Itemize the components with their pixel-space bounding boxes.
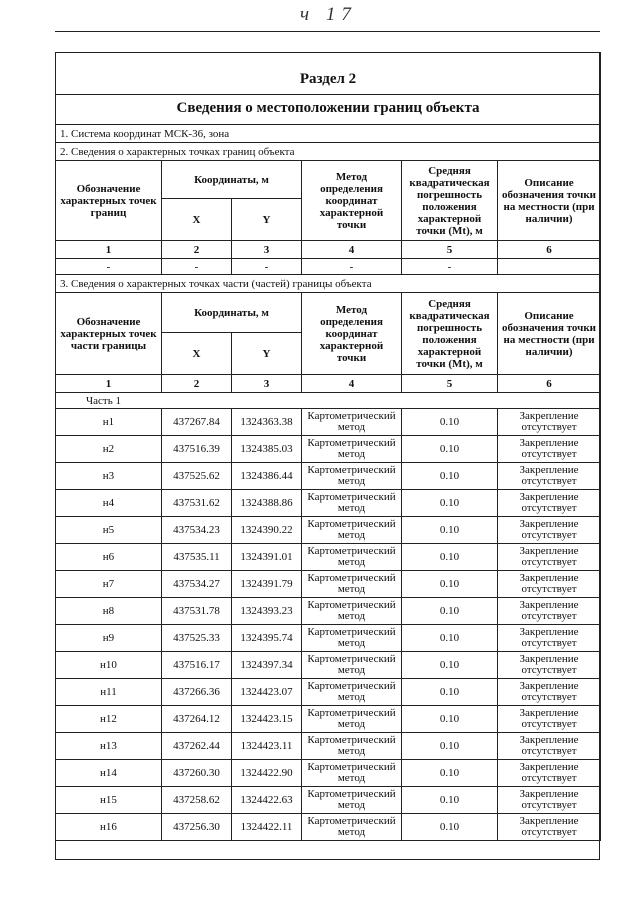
point-name-cell: н9 [56, 625, 162, 652]
t1-empty-cell: - [302, 259, 402, 275]
t1-col-x: X [162, 199, 232, 241]
t1-col-point: Обозначение характерных точек границ [56, 161, 162, 241]
t1-index-cell: 4 [302, 241, 402, 259]
t2-index-row [56, 375, 601, 393]
description-cell: Закрепление отсутствует [498, 463, 601, 490]
x-coordinate-cell: 437531.78 [162, 598, 232, 625]
table-row [56, 517, 601, 544]
t1-empty-cell: - [402, 259, 498, 275]
point-name-cell: н8 [56, 598, 162, 625]
t1-col-y: Y [232, 199, 302, 241]
x-coordinate-cell: 437258.62 [162, 787, 232, 814]
t1-empty-cell [498, 259, 601, 275]
method-cell: Картометрический метод [302, 517, 402, 544]
t1-index-cell: 1 [56, 241, 162, 259]
table-row [56, 814, 601, 841]
method-cell: Картометрический метод [302, 679, 402, 706]
y-coordinate-cell: 1324422.63 [232, 787, 302, 814]
table-row [56, 436, 601, 463]
accuracy-cell: 0.10 [402, 463, 498, 490]
t2-index-cell: 3 [232, 375, 302, 393]
t2-col-method: Метод определения координат характерной точки [302, 293, 402, 375]
x-coordinate-cell: 437516.39 [162, 436, 232, 463]
accuracy-cell: 0.10 [402, 598, 498, 625]
table-row [56, 598, 601, 625]
page-heading: Сведения о местоположении границ объекта [56, 95, 601, 125]
accuracy-cell: 0.10 [402, 787, 498, 814]
t1-empty-cell: - [56, 259, 162, 275]
y-coordinate-cell: 1324423.07 [232, 679, 302, 706]
t1-col-accuracy: Средняя квадратическая погрешность положения характерной точки (Mt), м [402, 161, 498, 241]
table-row [56, 760, 601, 787]
point-name-cell: н13 [56, 733, 162, 760]
y-coordinate-cell: 1324422.90 [232, 760, 302, 787]
top-rule [55, 31, 600, 32]
t2-col-y: Y [232, 333, 302, 375]
x-coordinate-cell: 437266.36 [162, 679, 232, 706]
boundary-table [55, 52, 601, 841]
x-coordinate-cell: 437531.62 [162, 490, 232, 517]
accuracy-cell: 0.10 [402, 733, 498, 760]
x-coordinate-cell: 437264.12 [162, 706, 232, 733]
description-cell: Закрепление отсутствует [498, 787, 601, 814]
method-cell: Картометрический метод [302, 409, 402, 436]
description-cell: Закрепление отсутствует [498, 490, 601, 517]
t2-col-accuracy: Средняя квадратическая погрешность положения характерной точки (Mt), м [402, 293, 498, 375]
description-cell: Закрепление отсутствует [498, 625, 601, 652]
page-number-mark: ч 17 [300, 4, 357, 25]
table-row [56, 706, 601, 733]
y-coordinate-cell: 1324393.23 [232, 598, 302, 625]
point-name-cell: н15 [56, 787, 162, 814]
x-coordinate-cell: 437256.30 [162, 814, 232, 841]
method-cell: Картометрический метод [302, 598, 402, 625]
table-row [56, 733, 601, 760]
point-name-cell: н14 [56, 760, 162, 787]
table-row [56, 463, 601, 490]
t2-index-cell: 4 [302, 375, 402, 393]
point-name-cell: н3 [56, 463, 162, 490]
t2-index-cell: 5 [402, 375, 498, 393]
table-row [56, 490, 601, 517]
t2-index-cell: 1 [56, 375, 162, 393]
method-cell: Картометрический метод [302, 571, 402, 598]
description-cell: Закрепление отсутствует [498, 706, 601, 733]
y-coordinate-cell: 1324386.44 [232, 463, 302, 490]
boundary-table-body [56, 53, 601, 841]
point-name-cell: н7 [56, 571, 162, 598]
t1-col-method: Метод определения координат характерной точки [302, 161, 402, 241]
method-cell: Картометрический метод [302, 787, 402, 814]
y-coordinate-cell: 1324395.74 [232, 625, 302, 652]
point-name-cell: н2 [56, 436, 162, 463]
accuracy-cell: 0.10 [402, 814, 498, 841]
accuracy-cell: 0.10 [402, 544, 498, 571]
y-coordinate-cell: 1324385.03 [232, 436, 302, 463]
description-cell: Закрепление отсутствует [498, 544, 601, 571]
x-coordinate-cell: 437516.17 [162, 652, 232, 679]
method-cell: Картометрический метод [302, 733, 402, 760]
method-cell: Картометрический метод [302, 463, 402, 490]
x-coordinate-cell: 437535.11 [162, 544, 232, 571]
method-cell: Картометрический метод [302, 706, 402, 733]
method-cell: Картометрический метод [302, 490, 402, 517]
accuracy-cell: 0.10 [402, 652, 498, 679]
y-coordinate-cell: 1324390.22 [232, 517, 302, 544]
t2-col-coords: Координаты, м [162, 293, 302, 333]
method-cell: Картометрический метод [302, 544, 402, 571]
description-cell: Закрепление отсутствует [498, 409, 601, 436]
point-name-cell: н4 [56, 490, 162, 517]
x-coordinate-cell: 437260.30 [162, 760, 232, 787]
method-cell: Картометрический метод [302, 436, 402, 463]
t1-index-row [56, 241, 601, 259]
y-coordinate-cell: 1324388.86 [232, 490, 302, 517]
coord-system-line: 1. Система координат МСК-36, зона [56, 125, 601, 143]
accuracy-cell: 0.10 [402, 409, 498, 436]
description-cell: Закрепление отсутствует [498, 814, 601, 841]
t2-col-desc: Описание обозначения точки на местности (при наличии) [498, 293, 601, 375]
description-cell: Закрепление отсутствует [498, 436, 601, 463]
t1-col-coords: Координаты, м [162, 161, 302, 199]
accuracy-cell: 0.10 [402, 571, 498, 598]
y-coordinate-cell: 1324397.34 [232, 652, 302, 679]
y-coordinate-cell: 1324423.11 [232, 733, 302, 760]
accuracy-cell: 0.10 [402, 706, 498, 733]
t2-index-cell: 6 [498, 375, 601, 393]
table-row [56, 409, 601, 436]
point-name-cell: н16 [56, 814, 162, 841]
description-cell: Закрепление отсутствует [498, 760, 601, 787]
description-cell: Закрепление отсутствует [498, 517, 601, 544]
description-cell: Закрепление отсутствует [498, 571, 601, 598]
accuracy-cell: 0.10 [402, 625, 498, 652]
t1-index-cell: 3 [232, 241, 302, 259]
description-cell: Закрепление отсутствует [498, 652, 601, 679]
t1-empty-cell: - [162, 259, 232, 275]
method-cell: Картометрический метод [302, 625, 402, 652]
point-name-cell: н12 [56, 706, 162, 733]
description-cell: Закрепление отсутствует [498, 733, 601, 760]
point-name-cell: н11 [56, 679, 162, 706]
x-coordinate-cell: 437267.84 [162, 409, 232, 436]
description-cell: Закрепление отсутствует [498, 679, 601, 706]
section-title: Раздел 2 [56, 53, 601, 95]
t1-index-cell: 5 [402, 241, 498, 259]
x-coordinate-cell: 437525.33 [162, 625, 232, 652]
method-cell: Картометрический метод [302, 652, 402, 679]
t1-index-cell: 6 [498, 241, 601, 259]
y-coordinate-cell: 1324363.38 [232, 409, 302, 436]
x-coordinate-cell: 437534.23 [162, 517, 232, 544]
point-name-cell: н10 [56, 652, 162, 679]
table-row [56, 571, 601, 598]
y-coordinate-cell: 1324391.79 [232, 571, 302, 598]
t1-index-cell: 2 [162, 241, 232, 259]
x-coordinate-cell: 437525.62 [162, 463, 232, 490]
accuracy-cell: 0.10 [402, 760, 498, 787]
point-name-cell: н1 [56, 409, 162, 436]
table-row [56, 544, 601, 571]
table2-title: 3. Сведения о характерных точках части (частей) границы объекта [56, 275, 601, 293]
table-row [56, 625, 601, 652]
description-cell: Закрепление отсутствует [498, 598, 601, 625]
t2-col-point: Обозначение характерных точек части границы [56, 293, 162, 375]
t1-empty-cell: - [232, 259, 302, 275]
part-label: Часть 1 [56, 393, 601, 409]
y-coordinate-cell: 1324391.01 [232, 544, 302, 571]
point-name-cell: н5 [56, 517, 162, 544]
accuracy-cell: 0.10 [402, 679, 498, 706]
accuracy-cell: 0.10 [402, 490, 498, 517]
table-row [56, 652, 601, 679]
table1-title: 2. Сведения о характерных точках границ объекта [56, 143, 601, 161]
accuracy-cell: 0.10 [402, 517, 498, 544]
accuracy-cell: 0.10 [402, 436, 498, 463]
x-coordinate-cell: 437534.27 [162, 571, 232, 598]
method-cell: Картометрический метод [302, 814, 402, 841]
t2-index-cell: 2 [162, 375, 232, 393]
point-name-cell: н6 [56, 544, 162, 571]
y-coordinate-cell: 1324423.15 [232, 706, 302, 733]
t2-col-x: X [162, 333, 232, 375]
method-cell: Картометрический метод [302, 760, 402, 787]
t1-col-desc: Описание обозначения точки на местности (при наличии) [498, 161, 601, 241]
table-row [56, 787, 601, 814]
x-coordinate-cell: 437262.44 [162, 733, 232, 760]
y-coordinate-cell: 1324422.11 [232, 814, 302, 841]
t1-empty-row [56, 259, 601, 275]
table-row [56, 679, 601, 706]
